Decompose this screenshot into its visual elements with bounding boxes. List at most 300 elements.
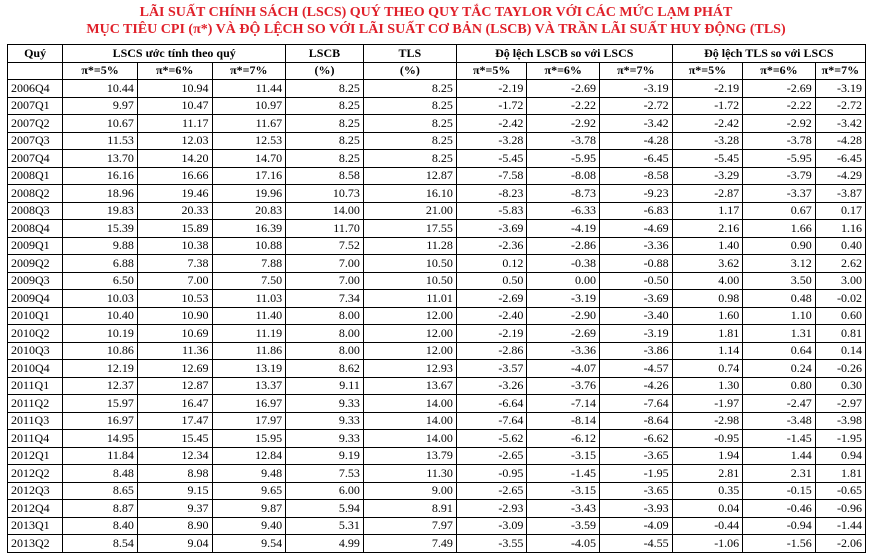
cell-dev-tls-pi7: -1.44 [815, 517, 865, 535]
cell-tls: 11.30 [363, 465, 456, 483]
cell-dev-tls-pi5: 1.94 [672, 447, 743, 465]
cell-dev-lscb-pi6: -0.38 [527, 255, 600, 273]
cell-lscs-pi6: 17.47 [137, 412, 212, 430]
cell-dev-tls-pi7: -3.98 [815, 412, 865, 430]
cell-quarter: 2013Q1 [8, 517, 63, 535]
cell-dev-tls-pi7: 0.14 [815, 342, 865, 360]
table-row [8, 535, 866, 553]
cell-lscs-pi7: 13.19 [212, 360, 286, 378]
table-row [8, 395, 866, 413]
cell-lscs-pi7: 9.87 [212, 500, 286, 518]
cell-dev-lscb-pi7: -3.65 [600, 447, 673, 465]
cell-dev-lscb-pi5: -2.19 [456, 80, 527, 98]
cell-dev-lscb-pi7: -4.26 [600, 377, 673, 395]
cell-dev-tls-pi6: 1.31 [743, 325, 816, 343]
cell-dev-lscb-pi5: -2.19 [456, 325, 527, 343]
cell-lscs-pi6: 7.38 [137, 255, 212, 273]
cell-dev-tls-pi6: -0.94 [743, 517, 816, 535]
cell-lscs-pi5: 8.65 [63, 482, 138, 500]
cell-lscb: 7.34 [286, 290, 364, 308]
cell-tls: 12.00 [363, 307, 456, 325]
cell-lscs-pi5: 11.84 [63, 447, 138, 465]
cell-dev-tls-pi5: -0.95 [672, 430, 743, 448]
cell-dev-lscb-pi7: -3.19 [600, 325, 673, 343]
table-body [8, 80, 866, 553]
title-line-2: MỤC TIÊU CPI (π*) VÀ ĐỘ LỆCH SO VỚI LÃI SUẤT CƠ BẢN (LSCB) VÀ TRẦN LÃI SUẤT HUY ĐỘNG (TLS) [86, 22, 786, 37]
cell-tls: 8.25 [363, 150, 456, 168]
cell-dev-tls-pi5: 1.30 [672, 377, 743, 395]
cell-tls: 14.00 [363, 395, 456, 413]
cell-dev-tls-pi5: -1.06 [672, 535, 743, 553]
cell-dev-tls-pi7: -3.19 [815, 80, 865, 98]
cell-tls: 13.79 [363, 447, 456, 465]
cell-lscs-pi7: 9.54 [212, 535, 286, 553]
cell-lscs-pi7: 13.37 [212, 377, 286, 395]
table-row [8, 447, 866, 465]
cell-lscs-pi7: 14.70 [212, 150, 286, 168]
cell-lscs-pi5: 18.96 [63, 185, 138, 203]
cell-dev-tls-pi6: 0.48 [743, 290, 816, 308]
cell-dev-lscb-pi5: -2.86 [456, 342, 527, 360]
cell-lscs-pi5: 10.67 [63, 115, 138, 133]
cell-lscs-pi6: 15.45 [137, 430, 212, 448]
cell-dev-tls-pi6: -1.56 [743, 535, 816, 553]
cell-dev-lscb-pi6: -3.43 [527, 500, 600, 518]
cell-dev-lscb-pi6: -8.14 [527, 412, 600, 430]
header-quarter-blank [8, 62, 63, 80]
cell-dev-tls-pi7: 0.81 [815, 325, 865, 343]
cell-lscs-pi6: 12.87 [137, 377, 212, 395]
cell-dev-tls-pi5: 3.62 [672, 255, 743, 273]
cell-lscb: 9.11 [286, 377, 364, 395]
cell-quarter: 2011Q4 [8, 430, 63, 448]
cell-lscs-pi7: 12.53 [212, 132, 286, 150]
cell-lscs-pi7: 17.16 [212, 167, 286, 185]
cell-quarter: 2007Q2 [8, 115, 63, 133]
title-line-1: LÃI SUẤT CHÍNH SÁCH (LSCS) QUÝ THEO QUY TẮC TAYLOR VỚI CÁC MỨC LẠM PHÁT [139, 5, 733, 20]
cell-dev-lscb-pi6: 0.00 [527, 272, 600, 290]
cell-dev-tls-pi7: 2.62 [815, 255, 865, 273]
cell-lscb: 8.00 [286, 325, 364, 343]
cell-dev-tls-pi6: 1.10 [743, 307, 816, 325]
cell-lscs-pi7: 20.83 [212, 202, 286, 220]
cell-dev-tls-pi7: -0.96 [815, 500, 865, 518]
cell-lscs-pi7: 16.97 [212, 395, 286, 413]
table-row [8, 500, 866, 518]
cell-lscs-pi5: 15.97 [63, 395, 138, 413]
cell-dev-lscb-pi6: -2.92 [527, 115, 600, 133]
cell-lscs-pi6: 12.69 [137, 360, 212, 378]
cell-quarter: 2009Q2 [8, 255, 63, 273]
cell-lscs-pi5: 10.44 [63, 80, 138, 98]
header-lscs-pi5: π*=5% [63, 62, 138, 80]
table-row [8, 185, 866, 203]
table-row [8, 167, 866, 185]
cell-tls: 21.00 [363, 202, 456, 220]
cell-dev-lscb-pi7: -3.19 [600, 80, 673, 98]
cell-dev-tls-pi6: -0.15 [743, 482, 816, 500]
cell-quarter: 2007Q3 [8, 132, 63, 150]
table-row [8, 255, 866, 273]
cell-quarter: 2012Q1 [8, 447, 63, 465]
cell-lscs-pi6: 9.04 [137, 535, 212, 553]
header-quarter: Quý [8, 45, 63, 63]
cell-lscs-pi5: 8.48 [63, 465, 138, 483]
cell-quarter: 2013Q2 [8, 535, 63, 553]
cell-lscs-pi5: 16.97 [63, 412, 138, 430]
table-row [8, 482, 866, 500]
cell-dev-tls-pi5: -3.29 [672, 167, 743, 185]
cell-dev-lscb-pi6: -4.19 [527, 220, 600, 238]
cell-dev-lscb-pi5: -2.40 [456, 307, 527, 325]
cell-lscb: 10.73 [286, 185, 364, 203]
cell-dev-lscb-pi6: -3.15 [527, 447, 600, 465]
cell-lscs-pi5: 16.16 [63, 167, 138, 185]
cell-tls: 17.55 [363, 220, 456, 238]
header-lscb-unit: (%) [286, 62, 364, 80]
cell-quarter: 2009Q4 [8, 290, 63, 308]
cell-lscs-pi7: 11.03 [212, 290, 286, 308]
cell-dev-tls-pi7: 3.00 [815, 272, 865, 290]
cell-dev-lscb-pi6: -3.36 [527, 342, 600, 360]
cell-lscb: 8.25 [286, 80, 364, 98]
cell-lscb: 9.33 [286, 412, 364, 430]
cell-tls: 12.87 [363, 167, 456, 185]
cell-lscs-pi5: 13.70 [63, 150, 138, 168]
cell-lscs-pi5: 10.19 [63, 325, 138, 343]
cell-lscs-pi7: 12.84 [212, 447, 286, 465]
table-row [8, 412, 866, 430]
cell-tls: 8.25 [363, 115, 456, 133]
cell-dev-lscb-pi7: -1.95 [600, 465, 673, 483]
cell-lscs-pi7: 17.97 [212, 412, 286, 430]
header-dev-lscb-pi5: π*=5% [456, 62, 527, 80]
cell-lscb: 8.00 [286, 342, 364, 360]
cell-dev-tls-pi5: -5.45 [672, 150, 743, 168]
cell-dev-tls-pi6: 3.12 [743, 255, 816, 273]
cell-lscs-pi7: 16.39 [212, 220, 286, 238]
cell-dev-lscb-pi6: -6.33 [527, 202, 600, 220]
cell-dev-tls-pi6: 3.50 [743, 272, 816, 290]
cell-lscs-pi6: 11.36 [137, 342, 212, 360]
cell-lscs-pi5: 8.40 [63, 517, 138, 535]
cell-lscs-pi5: 19.83 [63, 202, 138, 220]
cell-lscs-pi6: 19.46 [137, 185, 212, 203]
cell-dev-tls-pi5: 0.35 [672, 482, 743, 500]
header-tls-unit: (%) [363, 62, 456, 80]
cell-dev-tls-pi6: 1.66 [743, 220, 816, 238]
cell-tls: 12.00 [363, 325, 456, 343]
cell-dev-tls-pi5: -0.44 [672, 517, 743, 535]
cell-dev-tls-pi5: -2.19 [672, 80, 743, 98]
table-row [8, 237, 866, 255]
cell-dev-lscb-pi5: -3.26 [456, 377, 527, 395]
cell-dev-lscb-pi6: -3.76 [527, 377, 600, 395]
cell-tls: 13.67 [363, 377, 456, 395]
cell-lscb: 8.25 [286, 97, 364, 115]
cell-dev-tls-pi5: 2.16 [672, 220, 743, 238]
cell-dev-tls-pi6: -3.48 [743, 412, 816, 430]
header-dev-tls: Độ lệch TLS so với LSCS [672, 45, 865, 63]
cell-dev-lscb-pi5: -0.95 [456, 465, 527, 483]
cell-lscb: 5.31 [286, 517, 364, 535]
table-row [8, 465, 866, 483]
cell-lscb: 6.00 [286, 482, 364, 500]
cell-lscs-pi7: 19.96 [212, 185, 286, 203]
document-title [0, 4, 872, 38]
cell-dev-tls-pi6: -3.37 [743, 185, 816, 203]
table-row [8, 377, 866, 395]
cell-dev-lscb-pi5: -6.64 [456, 395, 527, 413]
cell-lscs-pi5: 12.37 [63, 377, 138, 395]
cell-dev-tls-pi6: 0.24 [743, 360, 816, 378]
cell-tls: 7.49 [363, 535, 456, 553]
cell-dev-tls-pi7: -3.87 [815, 185, 865, 203]
cell-dev-lscb-pi7: -3.65 [600, 482, 673, 500]
cell-dev-lscb-pi5: -8.23 [456, 185, 527, 203]
cell-lscb: 7.53 [286, 465, 364, 483]
cell-dev-tls-pi5: -2.42 [672, 115, 743, 133]
cell-tls: 9.00 [363, 482, 456, 500]
cell-dev-lscb-pi6: -3.19 [527, 290, 600, 308]
cell-lscs-pi7: 7.88 [212, 255, 286, 273]
cell-dev-lscb-pi5: -5.62 [456, 430, 527, 448]
cell-tls: 11.01 [363, 290, 456, 308]
cell-dev-tls-pi7: -2.06 [815, 535, 865, 553]
table-row [8, 360, 866, 378]
cell-dev-tls-pi5: 1.40 [672, 237, 743, 255]
cell-lscs-pi6: 16.47 [137, 395, 212, 413]
cell-dev-lscb-pi7: -3.93 [600, 500, 673, 518]
cell-lscs-pi5: 15.39 [63, 220, 138, 238]
cell-dev-tls-pi5: 4.00 [672, 272, 743, 290]
cell-lscb: 7.00 [286, 272, 364, 290]
cell-tls: 14.00 [363, 412, 456, 430]
cell-dev-lscb-pi5: -3.09 [456, 517, 527, 535]
cell-tls: 11.28 [363, 237, 456, 255]
cell-dev-lscb-pi5: -2.69 [456, 290, 527, 308]
cell-dev-lscb-pi6: -8.73 [527, 185, 600, 203]
cell-dev-tls-pi7: 0.17 [815, 202, 865, 220]
cell-dev-lscb-pi7: -4.57 [600, 360, 673, 378]
cell-dev-tls-pi6: 1.44 [743, 447, 816, 465]
table-row [8, 290, 866, 308]
header-row-2 [8, 62, 866, 80]
cell-dev-tls-pi5: 1.81 [672, 325, 743, 343]
cell-dev-tls-pi5: -1.97 [672, 395, 743, 413]
header-dev-tls-pi5: π*=5% [672, 62, 743, 80]
cell-lscs-pi6: 9.15 [137, 482, 212, 500]
cell-tls: 16.10 [363, 185, 456, 203]
cell-tls: 8.91 [363, 500, 456, 518]
cell-lscs-pi6: 10.53 [137, 290, 212, 308]
cell-dev-tls-pi7: 1.16 [815, 220, 865, 238]
header-lscs: LSCS ước tính theo quý [63, 45, 286, 63]
cell-dev-lscb-pi6: -3.15 [527, 482, 600, 500]
header-dev-lscb-pi6: π*=6% [527, 62, 600, 80]
cell-lscb: 4.99 [286, 535, 364, 553]
cell-dev-lscb-pi5: -1.72 [456, 97, 527, 115]
cell-dev-lscb-pi6: -1.45 [527, 465, 600, 483]
cell-dev-lscb-pi6: -2.69 [527, 325, 600, 343]
cell-quarter: 2007Q1 [8, 97, 63, 115]
table-row [8, 430, 866, 448]
policy-rate-table [7, 44, 866, 553]
cell-dev-tls-pi7: -0.02 [815, 290, 865, 308]
cell-lscb: 9.33 [286, 430, 364, 448]
cell-quarter: 2009Q3 [8, 272, 63, 290]
cell-tls: 8.25 [363, 132, 456, 150]
cell-dev-lscb-pi7: -8.64 [600, 412, 673, 430]
cell-dev-tls-pi7: -0.65 [815, 482, 865, 500]
cell-lscs-pi7: 15.95 [212, 430, 286, 448]
cell-lscs-pi7: 10.88 [212, 237, 286, 255]
cell-tls: 12.00 [363, 342, 456, 360]
cell-quarter: 2012Q4 [8, 500, 63, 518]
cell-dev-tls-pi7: -6.45 [815, 150, 865, 168]
cell-dev-lscb-pi5: 0.50 [456, 272, 527, 290]
cell-lscb: 5.94 [286, 500, 364, 518]
cell-dev-lscb-pi5: -3.28 [456, 132, 527, 150]
cell-tls: 8.25 [363, 97, 456, 115]
cell-lscs-pi6: 10.38 [137, 237, 212, 255]
cell-dev-lscb-pi7: -6.62 [600, 430, 673, 448]
cell-quarter: 2008Q3 [8, 202, 63, 220]
cell-dev-tls-pi7: -2.72 [815, 97, 865, 115]
header-row-1 [8, 45, 866, 63]
cell-quarter: 2011Q2 [8, 395, 63, 413]
table-row [8, 220, 866, 238]
cell-dev-tls-pi6: 0.64 [743, 342, 816, 360]
cell-dev-lscb-pi6: -2.69 [527, 80, 600, 98]
cell-lscs-pi7: 10.97 [212, 97, 286, 115]
cell-lscs-pi5: 8.54 [63, 535, 138, 553]
table-row [8, 517, 866, 535]
cell-dev-tls-pi7: 0.30 [815, 377, 865, 395]
cell-dev-tls-pi5: 0.74 [672, 360, 743, 378]
cell-lscs-pi6: 8.90 [137, 517, 212, 535]
cell-lscs-pi5: 10.03 [63, 290, 138, 308]
cell-dev-lscb-pi7: -0.88 [600, 255, 673, 273]
cell-dev-lscb-pi5: -5.83 [456, 202, 527, 220]
cell-dev-tls-pi6: -5.95 [743, 150, 816, 168]
table-row [8, 342, 866, 360]
cell-dev-lscb-pi7: -4.09 [600, 517, 673, 535]
cell-lscs-pi6: 10.47 [137, 97, 212, 115]
cell-dev-lscb-pi5: -2.42 [456, 115, 527, 133]
header-dev-tls-pi6: π*=6% [743, 62, 816, 80]
cell-dev-lscb-pi6: -6.12 [527, 430, 600, 448]
header-dev-lscb-pi7: π*=7% [600, 62, 673, 80]
cell-quarter: 2010Q4 [8, 360, 63, 378]
cell-tls: 10.50 [363, 272, 456, 290]
table-row [8, 150, 866, 168]
cell-lscs-pi6: 14.20 [137, 150, 212, 168]
cell-tls: 7.97 [363, 517, 456, 535]
table-row [8, 272, 866, 290]
cell-lscb: 11.70 [286, 220, 364, 238]
cell-lscs-pi5: 10.86 [63, 342, 138, 360]
cell-lscs-pi6: 12.34 [137, 447, 212, 465]
cell-tls: 10.50 [363, 255, 456, 273]
cell-dev-lscb-pi5: -3.55 [456, 535, 527, 553]
cell-tls: 8.25 [363, 80, 456, 98]
cell-quarter: 2010Q3 [8, 342, 63, 360]
cell-dev-lscb-pi5: -2.93 [456, 500, 527, 518]
cell-dev-tls-pi6: 0.90 [743, 237, 816, 255]
cell-quarter: 2006Q4 [8, 80, 63, 98]
cell-quarter: 2009Q1 [8, 237, 63, 255]
cell-lscs-pi6: 10.69 [137, 325, 212, 343]
cell-dev-tls-pi7: -4.28 [815, 132, 865, 150]
cell-dev-lscb-pi7: -3.40 [600, 307, 673, 325]
cell-lscb: 7.00 [286, 255, 364, 273]
cell-lscb: 8.58 [286, 167, 364, 185]
cell-lscb: 8.25 [286, 132, 364, 150]
table-row [8, 325, 866, 343]
cell-dev-lscb-pi7: -9.23 [600, 185, 673, 203]
cell-dev-lscb-pi6: -2.86 [527, 237, 600, 255]
cell-dev-tls-pi6: 2.31 [743, 465, 816, 483]
cell-lscb: 9.33 [286, 395, 364, 413]
cell-dev-lscb-pi7: -3.42 [600, 115, 673, 133]
cell-lscs-pi7: 9.40 [212, 517, 286, 535]
cell-dev-lscb-pi6: -4.05 [527, 535, 600, 553]
cell-dev-lscb-pi7: -8.58 [600, 167, 673, 185]
cell-lscs-pi5: 9.88 [63, 237, 138, 255]
cell-quarter: 2008Q4 [8, 220, 63, 238]
cell-quarter: 2008Q2 [8, 185, 63, 203]
cell-dev-tls-pi6: 0.80 [743, 377, 816, 395]
cell-lscs-pi7: 7.50 [212, 272, 286, 290]
cell-lscb: 8.25 [286, 150, 364, 168]
cell-dev-lscb-pi5: -7.64 [456, 412, 527, 430]
cell-dev-lscb-pi5: -5.45 [456, 150, 527, 168]
cell-lscb: 14.00 [286, 202, 364, 220]
cell-dev-lscb-pi5: -2.36 [456, 237, 527, 255]
cell-dev-tls-pi6: -2.47 [743, 395, 816, 413]
cell-lscb: 8.25 [286, 115, 364, 133]
cell-lscs-pi6: 12.03 [137, 132, 212, 150]
cell-lscs-pi6: 16.66 [137, 167, 212, 185]
cell-dev-lscb-pi6: -3.78 [527, 132, 600, 150]
cell-dev-tls-pi5: 1.17 [672, 202, 743, 220]
cell-dev-tls-pi6: -2.92 [743, 115, 816, 133]
cell-dev-lscb-pi7: -3.69 [600, 290, 673, 308]
cell-dev-tls-pi5: -2.87 [672, 185, 743, 203]
cell-lscs-pi7: 11.40 [212, 307, 286, 325]
cell-quarter: 2012Q2 [8, 465, 63, 483]
table-row [8, 97, 866, 115]
cell-quarter: 2008Q1 [8, 167, 63, 185]
cell-lscs-pi6: 9.37 [137, 500, 212, 518]
cell-dev-tls-pi5: -1.72 [672, 97, 743, 115]
cell-lscs-pi7: 11.44 [212, 80, 286, 98]
cell-dev-lscb-pi7: -0.50 [600, 272, 673, 290]
cell-lscs-pi5: 8.87 [63, 500, 138, 518]
header-lscs-pi6: π*=6% [137, 62, 212, 80]
cell-dev-tls-pi5: 1.14 [672, 342, 743, 360]
cell-dev-lscb-pi7: -2.72 [600, 97, 673, 115]
cell-lscs-pi6: 15.89 [137, 220, 212, 238]
cell-lscs-pi6: 10.90 [137, 307, 212, 325]
cell-dev-tls-pi5: 2.81 [672, 465, 743, 483]
header-tls: TLS [363, 45, 456, 63]
cell-dev-lscb-pi5: 0.12 [456, 255, 527, 273]
cell-dev-lscb-pi5: -2.65 [456, 447, 527, 465]
cell-dev-tls-pi7: -4.29 [815, 167, 865, 185]
cell-dev-tls-pi6: -3.78 [743, 132, 816, 150]
